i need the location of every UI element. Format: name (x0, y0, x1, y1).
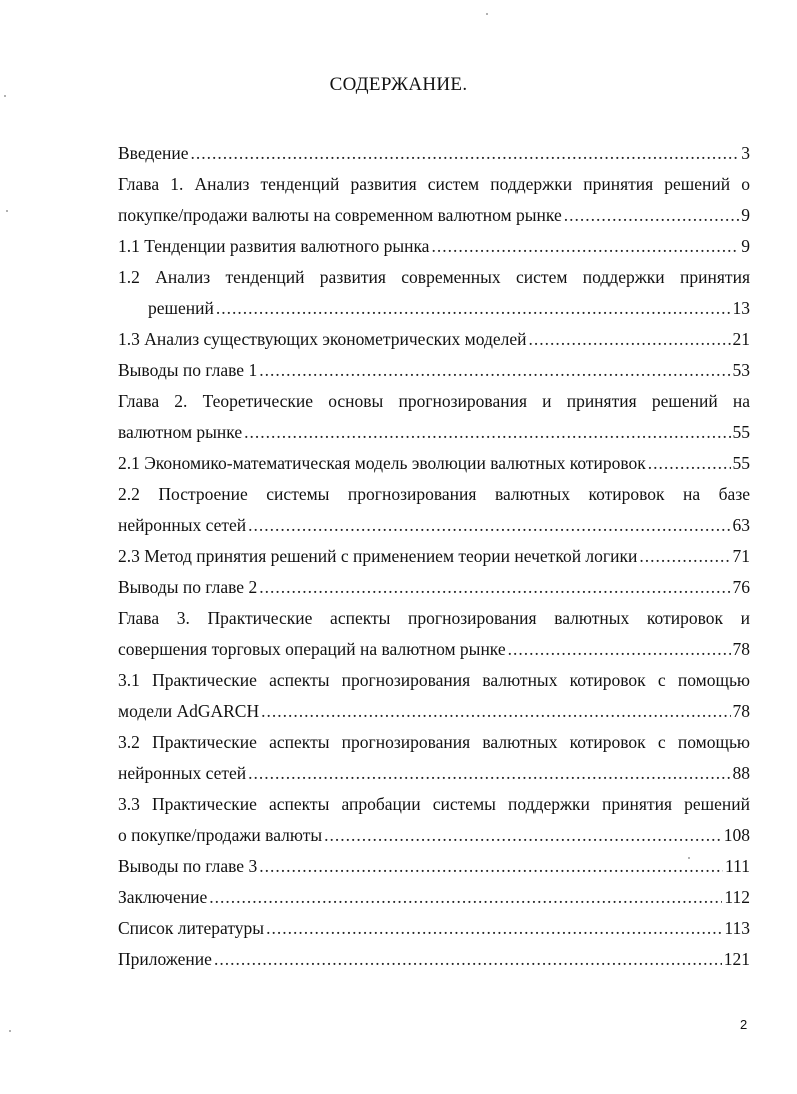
toc-entry-text: 3.3 Практические аспекты апробации системы поддержки принятия решений (118, 794, 750, 814)
toc-entry-page: 78 (732, 701, 750, 721)
scan-speck (688, 857, 690, 859)
toc-entry-section-2-1[interactable] (118, 448, 750, 479)
dot-leader (431, 231, 739, 262)
toc-entry-section-1-1[interactable] (118, 231, 750, 262)
dot-leader (529, 324, 731, 355)
toc-entry-text: 3.1 Практические аспекты прогнозирования валютных котировок с помощью (118, 670, 750, 690)
toc-entry-page: 55 (732, 422, 750, 442)
dot-leader (508, 634, 731, 665)
toc-entry-text: 1.3 Анализ существующих эконометрических моделей (118, 329, 527, 349)
toc-entry-conclusions-3[interactable] (118, 851, 750, 882)
toc-entry-text: валютном рынке (118, 422, 243, 442)
toc-entry-text: Список литературы (118, 918, 265, 938)
toc-entry-page: 53 (732, 360, 750, 380)
toc-entry-page: 71 (732, 546, 750, 566)
toc-entry-text: Выводы по главе 1 (118, 360, 258, 380)
toc-entry-section-3-3-cont[interactable] (118, 820, 750, 851)
toc-entry-section-3-2[interactable] (118, 727, 750, 758)
toc-entry-text: нейронных сетей (118, 515, 247, 535)
toc-entry-section-3-2-cont[interactable] (118, 758, 750, 789)
toc-entry-text: Глава 1. Анализ тенденций развития систем поддержки принятия решений о (118, 174, 750, 194)
dot-leader (214, 944, 722, 975)
dot-leader (639, 541, 730, 572)
toc-entry-text: Выводы по главе 3 (118, 856, 258, 876)
toc-entry-appendix[interactable] (118, 944, 750, 975)
toc-entry-page: 76 (732, 577, 750, 597)
scan-speck (486, 13, 488, 15)
page-number: 2 (740, 1017, 748, 1032)
toc-entry-text: 2.3 Метод принятия решений с применением теории нечеткой логики (118, 546, 638, 566)
toc-entry-page: 21 (732, 329, 750, 349)
toc-entry-text: Выводы по главе 2 (118, 577, 258, 597)
toc-entry-text: совершения торговых операций на валютном рынке (118, 639, 506, 659)
dot-leader (259, 572, 730, 603)
toc-entry-text: 2.2 Построение системы прогнозирования валютных котировок на базе (118, 484, 750, 504)
toc-entry-conclusions-1[interactable] (118, 355, 750, 386)
toc-entry-conclusion[interactable] (118, 882, 750, 913)
toc-entry-page: 112 (724, 887, 750, 907)
toc-entry-chapter-2-cont[interactable] (118, 417, 750, 448)
toc-entry-page: 113 (724, 918, 750, 938)
toc-entry-page: 111 (725, 856, 750, 876)
toc-entry-section-1-3[interactable] (118, 324, 750, 355)
toc-entry-section-2-2-cont[interactable] (118, 510, 750, 541)
toc-entry-chapter-3-cont[interactable] (118, 634, 750, 665)
toc-entry-text: решений (148, 298, 214, 318)
toc-entry-intro[interactable] (118, 138, 750, 169)
page-title: СОДЕРЖАНИЕ. (329, 74, 468, 95)
toc-entry-text: модели AdGARCH (118, 701, 260, 721)
dot-leader (191, 138, 740, 169)
toc-entry-page: 121 (723, 949, 750, 969)
dot-leader (259, 355, 730, 386)
toc-entry-chapter-3[interactable] (118, 603, 750, 634)
dot-leader (648, 448, 731, 479)
toc-entry-references[interactable] (118, 913, 750, 944)
toc-entry-text: Заключение (118, 887, 208, 907)
toc-entry-page: 3 (741, 143, 750, 163)
toc-entry-text: о покупке/продажи валюты (118, 825, 323, 845)
toc-entry-section-3-3[interactable] (118, 789, 750, 820)
dot-leader (248, 510, 730, 541)
toc-entry-text: 1.2 Анализ тенденций развития современных систем поддержки принятия (118, 267, 750, 287)
toc-entry-section-3-1[interactable] (118, 665, 750, 696)
toc-entry-text: нейронных сетей (118, 763, 247, 783)
toc-entry-text: 2.1 Экономико-математическая модель эволюции валютных котировок (118, 453, 646, 473)
toc-entry-page: 63 (732, 515, 750, 535)
toc-entry-section-3-1-cont[interactable] (118, 696, 750, 727)
toc-entry-text: Глава 2. Теоретические основы прогнозирования и принятия решений на (118, 391, 750, 411)
scan-speck (4, 95, 6, 97)
toc-entry-chapter-2[interactable] (118, 386, 750, 417)
toc-entry-section-2-2[interactable] (118, 479, 750, 510)
dot-leader (261, 696, 730, 727)
dot-leader (266, 913, 722, 944)
toc-entry-page: 78 (732, 639, 750, 659)
scan-speck (6, 210, 8, 212)
toc-entry-section-2-3[interactable] (118, 541, 750, 572)
toc-entry-page: 9 (741, 236, 750, 256)
toc-entry-chapter-1[interactable] (118, 169, 750, 200)
toc-entry-page: 9 (741, 205, 750, 225)
toc-entry-text: Глава 3. Практические аспекты прогнозирования валютных котировок и (118, 608, 750, 628)
dot-leader (324, 820, 722, 851)
toc-entry-chapter-1-cont[interactable] (118, 200, 750, 231)
scan-speck (9, 1030, 11, 1032)
dot-leader (564, 200, 740, 231)
toc-entry-conclusions-2[interactable] (118, 572, 750, 603)
dot-leader (259, 851, 723, 882)
toc-entry-text: 1.1 Тенденции развития валютного рынка (118, 236, 430, 256)
dot-leader (216, 293, 731, 324)
toc-entry-text: Введение (118, 143, 189, 163)
dot-leader (209, 882, 722, 913)
toc-entry-page: 88 (732, 763, 750, 783)
toc-entry-page: 108 (723, 825, 750, 845)
dot-leader (248, 758, 730, 789)
dot-leader (244, 417, 730, 448)
toc-entry-text: 3.2 Практические аспекты прогнозирования валютных котировок с помощью (118, 732, 750, 752)
toc-entry-text: покупке/продажи валюты на современном валютном рынке (118, 205, 562, 225)
table-of-contents (118, 138, 750, 975)
toc-entry-page: 13 (732, 298, 750, 318)
toc-entry-page: 55 (732, 453, 750, 473)
toc-entry-text: Приложение (118, 949, 212, 969)
toc-entry-section-1-2[interactable] (118, 262, 750, 293)
toc-entry-section-1-2-cont[interactable] (118, 293, 750, 324)
